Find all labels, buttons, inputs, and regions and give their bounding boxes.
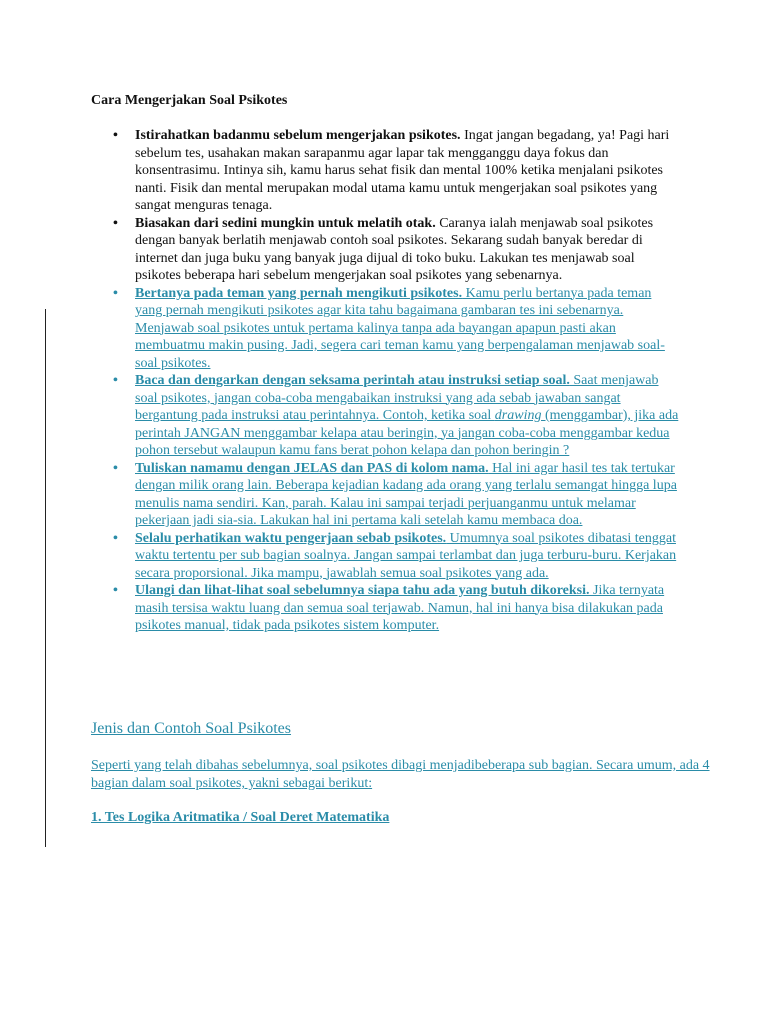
intro-paragraph-link[interactable]: Seperti yang telah dibahas sebelumnya, soal psikotes dibagi menjadibeberapa sub bagian. Secara umum, ada 4 bagian dalam soal psikotes, yakni sebagai berikut: (91, 758, 710, 791)
item-bold: Tuliskan namamu dengan JELAS dan PAS di kolom nama. (135, 460, 489, 476)
list-item-link[interactable] (0, 582, 680, 635)
subheading-link[interactable]: 1. Tes Logika Aritmatika / Soal Deret Matematika (91, 810, 390, 825)
item-italic: drawing (494, 408, 542, 423)
bullet-icon: • (113, 128, 118, 143)
item-text: Ingat jangan begadang, ya! Pagi hari sebelum tes, usahakan makan sarapanmu agar lapar tak mengganggu daya fokus dan konsentrasimu. Intinya sih, kamu harus sehat fisik dan mental 100% ketika menjalani psikotes nanti. Fisik dan mental merupakan modal utama kamu untuk mengerjakan soal psikotes yang sangat menguras tenaga. (135, 128, 670, 213)
document-title: Cara Mengerjakan Soal Psikotes (91, 93, 288, 108)
item-bold: Ulangi dan lihat-lihat soal sebelumnya siapa tahu ada yang butuh dikoreksi. (135, 583, 590, 598)
item-text: Umumnya soal psikotes dibatasi tenggat waktu tertentu per sub bagian soalnya. Jangan sampai terlambat dan juga terburu-buru. Kerjakan secara proporsional. Jika mampu, jawablah semua soal psikotes yang ada. (135, 530, 677, 581)
list-item-link[interactable] (0, 460, 680, 530)
item-text: Caranya ialah menjawab soal psikotes dengan banyak berlatih menjawab contoh soal psikotes. Sekarang sudah banyak beredar di internet dan juga buku yang banyak juga dijual di toko buku. Lakukan tes menjawab soal psikotes beberapa hari sebelum mengerjakan soal psikotes yang sebenarnya. (135, 215, 654, 283)
bullet-icon: • (113, 530, 118, 546)
item-text-continued: (menggambar), jika ada perintah JANGAN menggambar kelapa atau beringin, ya jangan coba-coba menggambar kedua pohon tersebut walaupun kamu fans berat pohon kelapa dan pohon beringin ? (135, 408, 679, 458)
item-bold: Biasakan dari sedini mungkin untuk melatih otak. (135, 215, 436, 231)
section-heading-link[interactable]: Jenis dan Contoh Soal Psikotes (91, 720, 292, 737)
bullet-icon: • (113, 285, 118, 301)
list-item-link[interactable] (0, 530, 680, 583)
bullet-icon: • (113, 460, 118, 476)
item-bold: Bertanya pada teman yang pernah mengikuti psikotes. (135, 285, 463, 301)
item-text: Saat menjawab soal psikotes, jangan coba-coba mengabaikan instruksi yang ada sebab jawaban sangat bergantung pada instruksi atau perintahnya. Contoh, ketika soal (135, 373, 659, 423)
list-item-link[interactable] (0, 285, 680, 373)
bullet-icon: • (113, 583, 118, 598)
item-bold: Selalu perhatikan waktu pengerjaan sebab psikotes. (135, 530, 447, 546)
item-text: Hal ini agar hasil tes tak tertukar dengan milik orang lain. Beberapa kejadian kadang ada orang yang terlalu semangat hingga lupa menulis nama sendiri. Kan, parah. Kalau ini sampai terjadi perjuanganmu untuk melamar pekerjaan jadi sia-sia. Lakukan hal ini pertama kali setelah kamu membaca doa. (135, 460, 677, 528)
bullet-icon: • (113, 373, 118, 388)
item-text: Jika ternyata masih tersisa waktu luang dan semua soal terjawab. Namun, hal ini hanya bisa dilakukan pada psikotes manual, tidak pada psikotes sistem komputer. (135, 583, 665, 633)
item-bold: Istirahatkan badanmu sebelum mengerjakan psikotes. (135, 128, 461, 143)
bullet-icon: • (113, 215, 118, 231)
list-item (0, 215, 680, 285)
item-bold: Baca dan dengarkan dengan seksama perintah atau instruksi setiap soal. (135, 373, 570, 388)
list-item (0, 127, 680, 215)
tips-list (0, 127, 768, 635)
list-item-link[interactable] (0, 372, 680, 460)
item-text: Kamu perlu bertanya pada teman yang pernah mengikuti psikotes agar kita tahu bagaimana gambaran tes ini sebenarnya. Menjawab soal psikotes untuk pertama kalinya tanpa ada bayangan apapun pasti akan membuatmu makin pusing. Jadi, segera cari teman kamu yang berpengalaman menjawab soal-soal psikotes. (135, 285, 665, 371)
